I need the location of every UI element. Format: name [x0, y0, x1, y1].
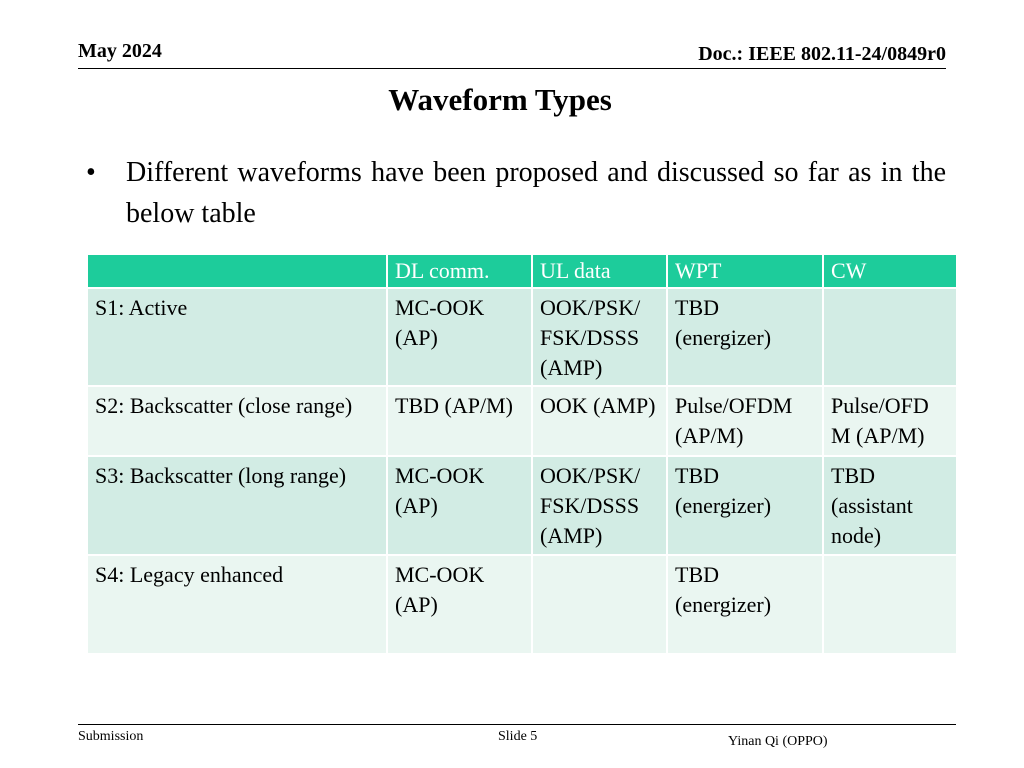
waveform-table	[86, 253, 958, 655]
header-cell: UL data	[532, 254, 667, 288]
table-cell: Pulse/OFDM (AP/M)	[667, 386, 823, 456]
header-doc-id: Doc.: IEEE 802.11-24/0849r0	[698, 43, 946, 65]
table-cell: S1: Active	[87, 288, 387, 386]
table-cell: S3: Backscatter (long range)	[87, 456, 387, 555]
table-row	[87, 456, 957, 555]
footer-slide-number: Slide 5	[498, 729, 538, 744]
bullet-item	[86, 152, 946, 234]
table-cell: S2: Backscatter (close range)	[87, 386, 387, 456]
header-cell: WPT	[667, 254, 823, 288]
header-cell: DL comm.	[387, 254, 532, 288]
header-divider	[78, 68, 946, 69]
table-cell: MC-OOK (AP)	[387, 288, 532, 386]
header-date: May 2024	[78, 40, 162, 62]
table-cell: TBD (energizer)	[667, 456, 823, 555]
table-cell: Pulse/OFD M (AP/M)	[823, 386, 957, 456]
header-cell: CW	[823, 254, 957, 288]
table-cell: OOK (AMP)	[532, 386, 667, 456]
table-row	[87, 386, 957, 456]
footer-author: Yinan Qi (OPPO)	[728, 734, 828, 749]
table-cell: S4: Legacy enhanced	[87, 555, 387, 654]
table-cell: MC-OOK (AP)	[387, 456, 532, 555]
table-cell	[532, 555, 667, 654]
table-cell: TBD (energizer)	[667, 555, 823, 654]
table-row	[87, 555, 957, 654]
slide-title: Waveform Types	[388, 82, 612, 117]
footer-submission: Submission	[78, 729, 144, 744]
table-header-row	[87, 254, 957, 288]
table-row	[87, 288, 957, 386]
table-cell: TBD (assistant node)	[823, 456, 957, 555]
bullet-marker: •	[86, 157, 96, 188]
table-cell: OOK/PSK/ FSK/DSSS (AMP)	[532, 288, 667, 386]
table-cell: TBD (AP/M)	[387, 386, 532, 456]
header-cell	[87, 254, 387, 288]
table-cell	[823, 288, 957, 386]
table-cell	[823, 555, 957, 654]
table-cell: MC-OOK (AP)	[387, 555, 532, 654]
bullet-text: Different waveforms have been proposed and discussed so far as in the below table	[126, 157, 946, 229]
table-cell: OOK/PSK/ FSK/DSSS (AMP)	[532, 456, 667, 555]
footer-divider	[78, 724, 956, 725]
table-cell: TBD (energizer)	[667, 288, 823, 386]
